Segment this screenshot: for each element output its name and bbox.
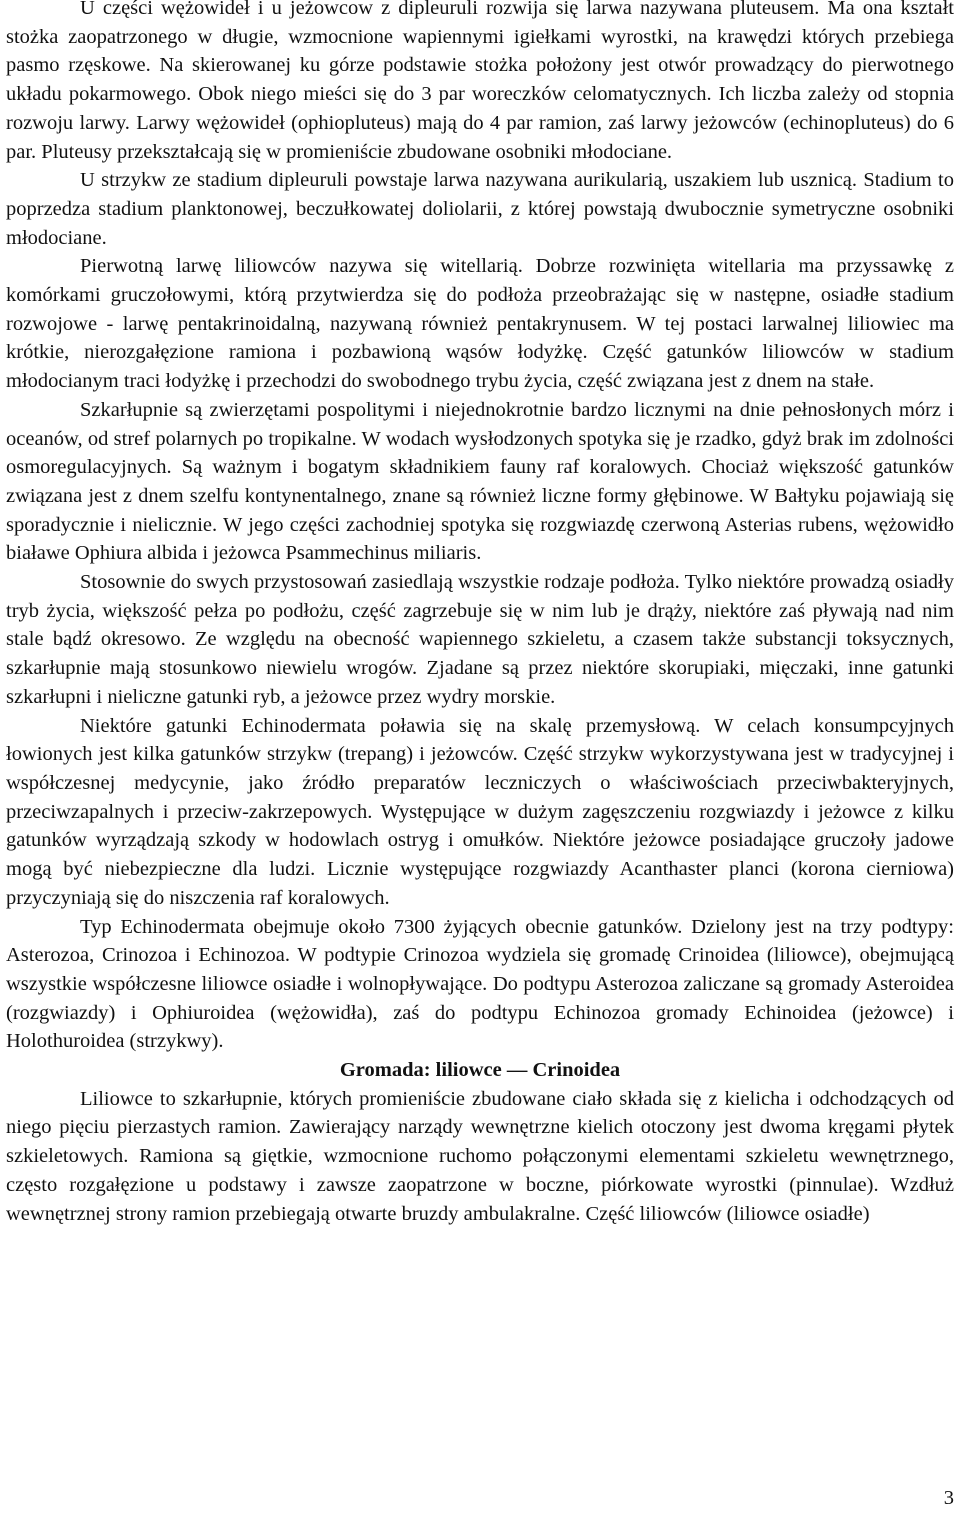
page-number: 3: [943, 1487, 954, 1509]
paragraph-auricularia-larva: U strzykw ze stadium dipleuruli powstaje larwa nazywana aurikularią, uszakiem lub usznicą. Stadium to poprzedza stadium planktonowej, beczułkowatej doliolarii, z której powstają dwubocznie symetryczne osobniki młodociane.: [6, 169, 954, 249]
document-body: [6, 0, 954, 1228]
paragraph-classification: Typ Echinodermata obejmuje około 7300 żyjących obecnie gatunków. Dzielony jest na trzy podtypy: Asterozoa, Crinozoa i Echinozoa. W podtypie Crinozoa wydziela się gromadę Crinoidea (liliowce), obejmującą wszystkie współczesne liliowce osiadłe i wolnopływające. Do podtypu Asterozoa zaliczane są gromady Asteroidea (rozgwiazdy) i Ophiuroidea (wężowidła), zaś do podtypu Echinozoa gromady Echinoidea (jeżowce) i Holothuroidea (strzykwy).: [6, 915, 954, 1053]
paragraph-crinoidea: Liliowce to szkarłupnie, których promieniście zbudowane ciało składa się z kielicha i odchodzących od niego pięciu pierzastych ramion. Zawierający narządy wewnętrzne kielich otoczony jest dwoma kręgami płytek szkieletowych. Ramiona są giętkie, wzmocnione ruchomo połączonymi elementami szkieletu wewnętrznego, często rozgałęzione u podstawy i zawsze zaopatrzone w boczne, piórkowate wyrostki (pinnulae). Wzdłuż wewnętrznej strony ramion przebiegają otwarte bruzdy ambulakralne. Część liliowców (liliowce osiadłe): [6, 1087, 954, 1225]
paragraph-vitellaria-larva: Pierwotną larwę liliowców nazywa się witellarią. Dobrze rozwinięta witellaria ma przyssawkę z komórkami gruczołowymi, którą przytwierdza się do podłoża przeobrażając się w następne, osiadłe stadium rozwojowe - larwę pentakrinoidalną, nazywaną również pentakrynusem. W tej postaci larwalnej liliowiec ma krótkie, nierozgałęzione ramiona i pozbawioną wąsów łodyżkę. Część gatunków liliowców w stadium młodocianym traci łodyżkę i przechodzi do swobodnego trybu życia, część związana jest z dnem na stałe.: [6, 255, 954, 393]
paragraph-pluteus-larva: U części wężowideł i u jeżowcow z dipleuruli rozwija się larwa nazywana pluteusem. Ma ona kształt stożka zaopatrzonego w długie, wzmocnione wapiennymi igiełkami wyrostki, na krawędzi których przebiega pasmo rzęskowe. Na skierowanej ku górze podstawie stożka położony jest otwór prowadzący do pierwotnego układu pokarmowego. Obok niego mieści się do 3 par woreczków celomatycznych. Ich liczba zależy od stopnia rozwoju larwy. Larwy wężowideł (ophiopluteus) mają do 4 par ramion, zaś larwy jeżowców (echinopluteus) do 6 par. Pluteusy przekształcają się w promieniście zbudowane osobniki młodociane.: [6, 0, 954, 163]
section-heading: Gromada: liliowce — Crinoidea: [339, 1059, 621, 1082]
paragraph-lifestyle: Stosownie do swych przystosowań zasiedlają wszystkie rodzaje podłoża. Tylko niektóre prowadzą osiadły tryb życia, większość pełza po podłożu, część zagrzebuje się w nim lub je drąży, niektóre zaś pływają nad nim stale bądź okresowo. Ze względu na obecność wapiennego szkieletu, a czasem także substancji toksycznych, szkarłupnie mają stosunkowo niewielu wrogów. Zjadane są przez niektóre skorupiaki, mięczaki, inne gatunki szkarłupni i nieliczne gatunki ryb, a jeżowce przez wydry morskie.: [6, 571, 954, 708]
paragraph-habitat: Szkarłupnie są zwierzętami pospolitymi i niejednokrotnie bardzo licznymi na dnie pełnosłonych mórz i oceanów, od stref polarnych po tropikalne. W wodach wysłodzonych spotyka się je rzadko, gdyż brak im zdolności osmoregulacyjnych. Są ważnym i bogatym składnikiem fauny raf koralowych. Chociaż większość gatunków związana jest z dnem szelfu kontynentalnego, znane są również liczne formy głębinowe. W Bałtyku pojawiają się sporadycznie i nielicznie. W jego części zachodniej spotyka się rozgwiazdę czerwoną Asterias rubens, wężowidło białawe Ophiura albida i jeżowca Psammechinus miliaris.: [6, 398, 954, 565]
paragraph-economic-importance: Niektóre gatunki Echinodermata poławia się na skalę przemysłową. W celach konsumpcyjnych łowionych jest kilka gatunków strzykw (trepang) i jeżowców. Część strzykw wykorzystywana jest w tradycyjnej i współczesnej medycynie, jako źródło preparatów leczniczych o właściwościach przeciwbakteryjnych, przeciwzapalnych i przeciw-zakrzepowych. Występujące w dużym zagęszczeniu rozgwiazdy i jeżowce z kilku gatunków wyrządzają szkody w hodowlach ostryg i omułków. Niektóre jeżowce posiadające gruczoły jadowe mogą być niebezpieczne dla ludzi. Licznie występujące rozgwiazdy Acanthaster planci (korona cierniowa) przyczyniają się do niszczenia raf koralowych.: [6, 714, 954, 909]
